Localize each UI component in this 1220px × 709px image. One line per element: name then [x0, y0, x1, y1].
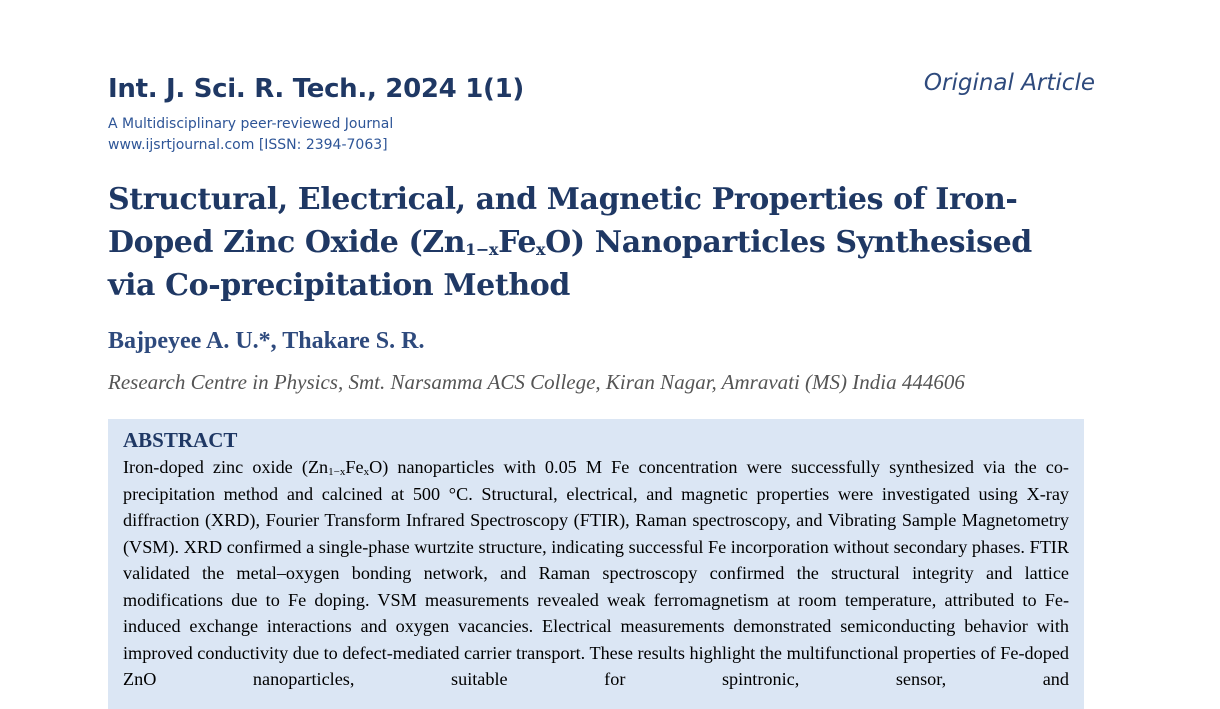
abstract-text	[123, 454, 1069, 693]
title-subscript-2: x	[536, 240, 546, 259]
article-type: Original Article	[923, 70, 1095, 96]
affiliation: Research Centre in Physics, Smt. Narsamma ACS College, Kiran Nagar, Amravati (MS) India 444606	[108, 370, 965, 394]
title-subscript-1: 1−x	[465, 240, 499, 259]
abstract-lead: Iron-doped zinc oxide (Zn	[123, 457, 329, 477]
abstract-subscript-1: 1−x	[328, 466, 346, 478]
title-line-3: via Co-precipitation Method	[108, 268, 570, 303]
abstract-section	[108, 419, 1084, 709]
title-fe: Fe	[498, 225, 537, 260]
abstract-body: O) nanoparticles with 0.05 M Fe concentration were successfully synthesized via the co-precipitation method and calcined at 500 °C. Structural, electrical, and magnetic properties were investigated using X-ray diffraction (XRD), Fourier Transform Infrared Spectroscopy (FTIR), Raman spectroscopy, and Vibrating Sample Magnetometry (VSM). XRD confirmed a single-phase wurtzite structure, indicating successful Fe incorporation without secondary phases. FTIR validated the metal–oxygen bonding network, and Raman spectroscopy confirmed the structural integrity and lattice modifications due to Fe doping. VSM measurements revealed weak ferromagnetism at room temperature, attributed to Fe-induced exchange interactions and oxygen vacancies. Electrical measurements demonstrated semiconducting behavior with improved conductivity due to defect-mediated carrier transport. These results highlight the multifunctional properties of Fe-doped ZnO nanoparticles, suitable for spintronic, sensor, and	[123, 457, 1069, 689]
paper-title	[108, 178, 1108, 307]
journal-info	[108, 114, 393, 156]
title-line-2-start: Doped Zinc Oxide (Zn	[108, 225, 466, 260]
authors: Bajpeyee A. U.*, Thakare S. R.	[108, 328, 425, 354]
title-line-1: Structural, Electrical, and Magnetic Properties of Iron-	[108, 182, 1018, 217]
journal-title: Int. J. Sci. R. Tech., 2024 1(1)	[108, 74, 524, 104]
journal-tagline: A Multidisciplinary peer-reviewed Journal	[108, 116, 394, 132]
journal-website-issn: www.ijsrtjournal.com [ISSN: 2394-7063]	[108, 137, 388, 153]
title-line-2-end: O) Nanoparticles Synthesised	[545, 225, 1032, 260]
abstract-subscript-2: x	[363, 466, 370, 478]
abstract-heading: ABSTRACT	[123, 428, 238, 452]
abstract-fe: Fe	[345, 457, 364, 477]
